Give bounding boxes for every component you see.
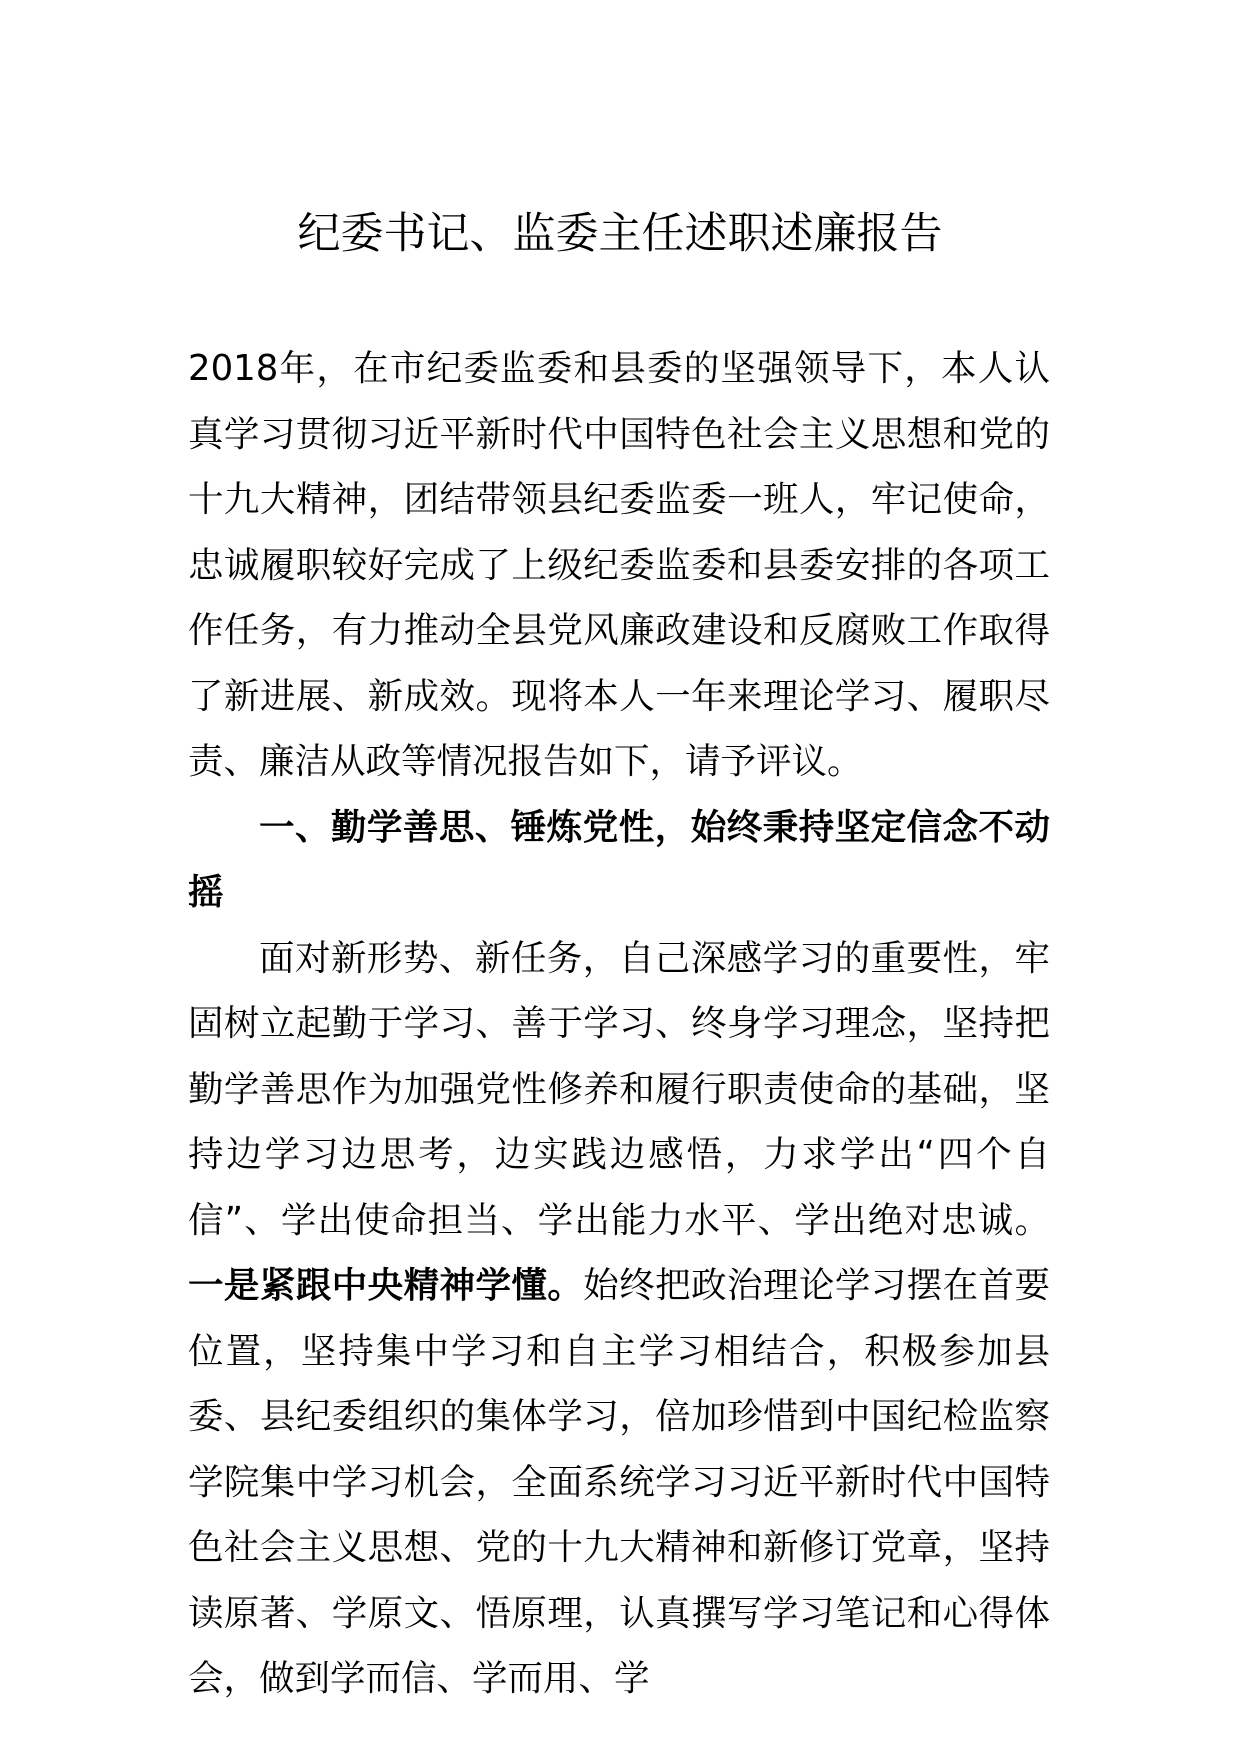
intro-paragraph: 2018年，在市纪委监委和县委的坚强领导下，本人认真学习贯彻习近平新时代中国特色社会主义思想和党的十九大精神，团结带领县纪委监委一班人，牢记使命，忠诚履职较好完成了上级纪委监委和县委安排的各项工作任务，有力推动全县党风廉政建设和反腐败工作取得了新进展、新成效。现将本人一年来理论学习、履职尽责、廉洁从政等情况报告如下，请予评议。 xyxy=(188,348,1050,782)
section-paragraph xyxy=(188,926,1050,1712)
section-heading: 一、勤学善思、锤炼党性，始终秉持坚定信念不动摇 xyxy=(188,806,1050,913)
document-title: 纪委书记、监委主任述职述廉报告 xyxy=(297,209,943,259)
section-text-b: 始终把政治理论学习摆在首要位置，坚持集中学习和自主学习相结合，积极参加县委、县纪委组织的集体学习，倍加珍惜到中国纪检监察学院集中学习机会，全面系统学习习近平新时代中国特色社会主义思想、党的十九大精神和新修订党章，坚持读原著、学原文、悟原理，认真撰写学习笔记和心得体会，做到学而信、学而用、学 xyxy=(188,1265,1050,1699)
section-bold-phrase: 一是紧跟中央精神学懂。 xyxy=(188,1265,584,1306)
document-body xyxy=(188,336,1050,1712)
section-text-a: 面对新形势、新任务，自己深感学习的重要性，牢固树立起勤于学习、善于学习、终身学习理念，坚持把勤学善思作为加强党性修养和履行职责使命的基础，坚持边学习边思考，边实践边感悟，力求学出“四个自信”、学出使命担当、学出能力水平、学出绝对忠诚。 xyxy=(188,937,1050,1241)
